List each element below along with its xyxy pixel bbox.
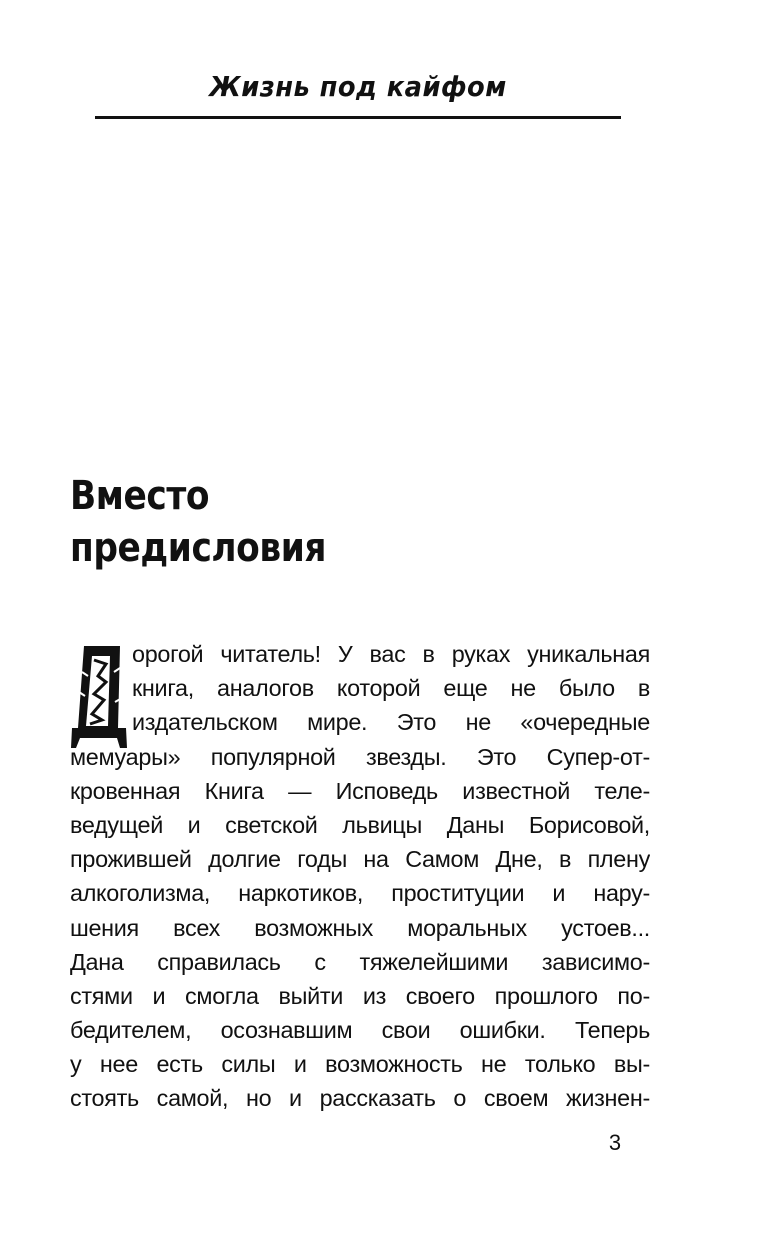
chapter-title-line-2: предисловия — [70, 525, 327, 571]
chapter-title — [70, 470, 517, 574]
chapter-title-line-1: Вместо — [70, 473, 210, 519]
body-line: алкоголизма, наркотиков, проституции и нару- — [70, 880, 650, 907]
running-head: Жизнь под кайфом — [209, 70, 507, 103]
body-text — [70, 637, 650, 1116]
body-line: бедителем, осознавшим свои ошибки. Теперь — [70, 1017, 650, 1044]
body-line: кровенная Книга — Исповедь известной теле- — [70, 777, 650, 804]
body-line: стоять самой, но и рассказать о своем жизнен- — [70, 1085, 650, 1112]
body-line: прожившей долгие годы на Самом Дне, в плену — [70, 846, 650, 873]
body-line: шения всех возможных моральных устоев... — [70, 914, 650, 941]
body-line: стями и смогла выйти из своего прошлого по- — [70, 982, 650, 1009]
page-number: 3 — [608, 1130, 622, 1155]
body-line: ведущей и светской львицы Даны Борисовой, — [70, 811, 650, 838]
body-line: у нее есть силы и возможность не только вы- — [70, 1051, 650, 1078]
body-line: орогой читатель! У вас в руках уникальная — [132, 641, 650, 667]
body-line: книга, аналогов которой еще не было в — [132, 675, 650, 702]
body-line: мемуары» популярной звезды. Это Супер-от- — [70, 743, 650, 770]
body-line: издательском мире. Это не «очередные — [132, 709, 650, 736]
header-rule — [95, 116, 621, 119]
body-line: Дана справилась с тяжелейшими зависимо- — [70, 948, 650, 975]
